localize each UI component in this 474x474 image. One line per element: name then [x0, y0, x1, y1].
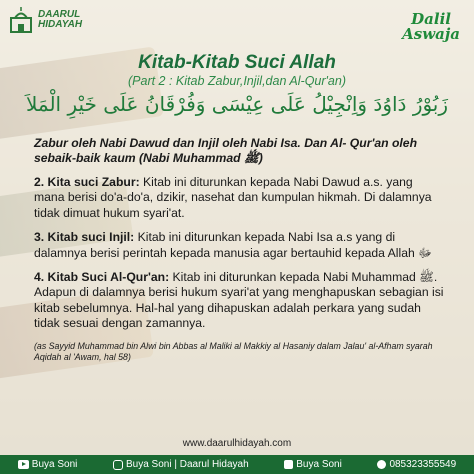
- point-heading: 2. Kita suci Zabur:: [34, 175, 140, 189]
- footer-whatsapp[interactable]: [377, 459, 456, 470]
- page-subtitle: (Part 2 : Kitab Zabur,Injil,dan Al-Qur'an): [128, 74, 346, 88]
- point-heading: 3. Kitab suci Injil:: [34, 230, 135, 245]
- point-quran: [34, 270, 446, 332]
- content-body: [34, 136, 446, 363]
- point-heading: 4. Kitab Suci Al-Qur'an:: [34, 270, 170, 285]
- footer-label: Buya Soni: [31, 459, 78, 470]
- whatsapp-icon: [377, 460, 386, 469]
- arabic-verse: زَبُوْرُ دَاوُدَ وَاِنْجِيْلُ عَلَى عِيْسَى وَفُرْقَانُ عَلَى خَيْرِ الْمَلاَ: [25, 92, 449, 116]
- footer-facebook[interactable]: [284, 459, 342, 470]
- page-title: Kitab-Kitab Suci Allah: [138, 52, 336, 73]
- brand-left-line1: DAARUL: [38, 9, 81, 20]
- footer-instagram[interactable]: [113, 459, 249, 470]
- point-injil: [34, 230, 446, 261]
- social-footer: [0, 455, 474, 474]
- instagram-icon: [113, 460, 123, 470]
- point-text: Kitab ini diturunkan kepada Nabi Isa a.s yang di dalamnya berisi perintah kepada manusia agar bertauhid kepada Allah ﷻ: [34, 230, 432, 260]
- facebook-icon: [284, 460, 293, 469]
- website-link[interactable]: www.daarulhidayah.com: [182, 438, 292, 449]
- reference-citation: (as Sayyid Muhammad bin Alwi bin Abbas al Maliki al Makkiy al Hasaniy dalam Jalau' al-Afham syarah Aqidah al 'Awam, hal 58): [34, 340, 433, 362]
- footer-label: Buya Soni: [296, 459, 342, 470]
- brand-right-line2: Aswaja: [402, 25, 460, 43]
- footer-label: Buya Soni | Daarul Hidayah: [125, 459, 249, 470]
- brand-left-line2: HIDAYAH: [38, 19, 83, 30]
- brand-right-line1: Dalil: [411, 10, 451, 28]
- point-text: Kitab ini diturunkan kepada Nabi Dawud a.s. yang mana berisi do'a-do'a, dzikir, nasehat dan kumpulan hikmah. Di dalamnya tidak dimuat hukum syari'at.: [34, 175, 432, 220]
- footer-label: 085323355549: [389, 459, 457, 470]
- footer-youtube[interactable]: [18, 459, 78, 470]
- daarul-hidayah-logo: [8, 6, 82, 34]
- point-zabur: [34, 175, 446, 221]
- dalil-aswaja-logo: [402, 12, 460, 42]
- intro-translation: Zabur oleh Nabi Dawud dan Injil oleh Nabi Isa. Dan Al- Qur'an oleh sebaik-baik kaum (Nabi Muhammad ﷺ): [34, 136, 418, 165]
- point-text: Kitab ini diturunkan kepada Nabi Muhammad ﷺ. Adapun di dalamnya berisi hukum syari'at yang menghapuskan sebagian isi kitab sebelumnya. Hal-hal yang dihapuskan adalah perkara yang sudah tidak sesuai dengan zamannya.: [34, 270, 444, 331]
- mosque-icon: [8, 6, 34, 34]
- youtube-icon: [18, 460, 29, 469]
